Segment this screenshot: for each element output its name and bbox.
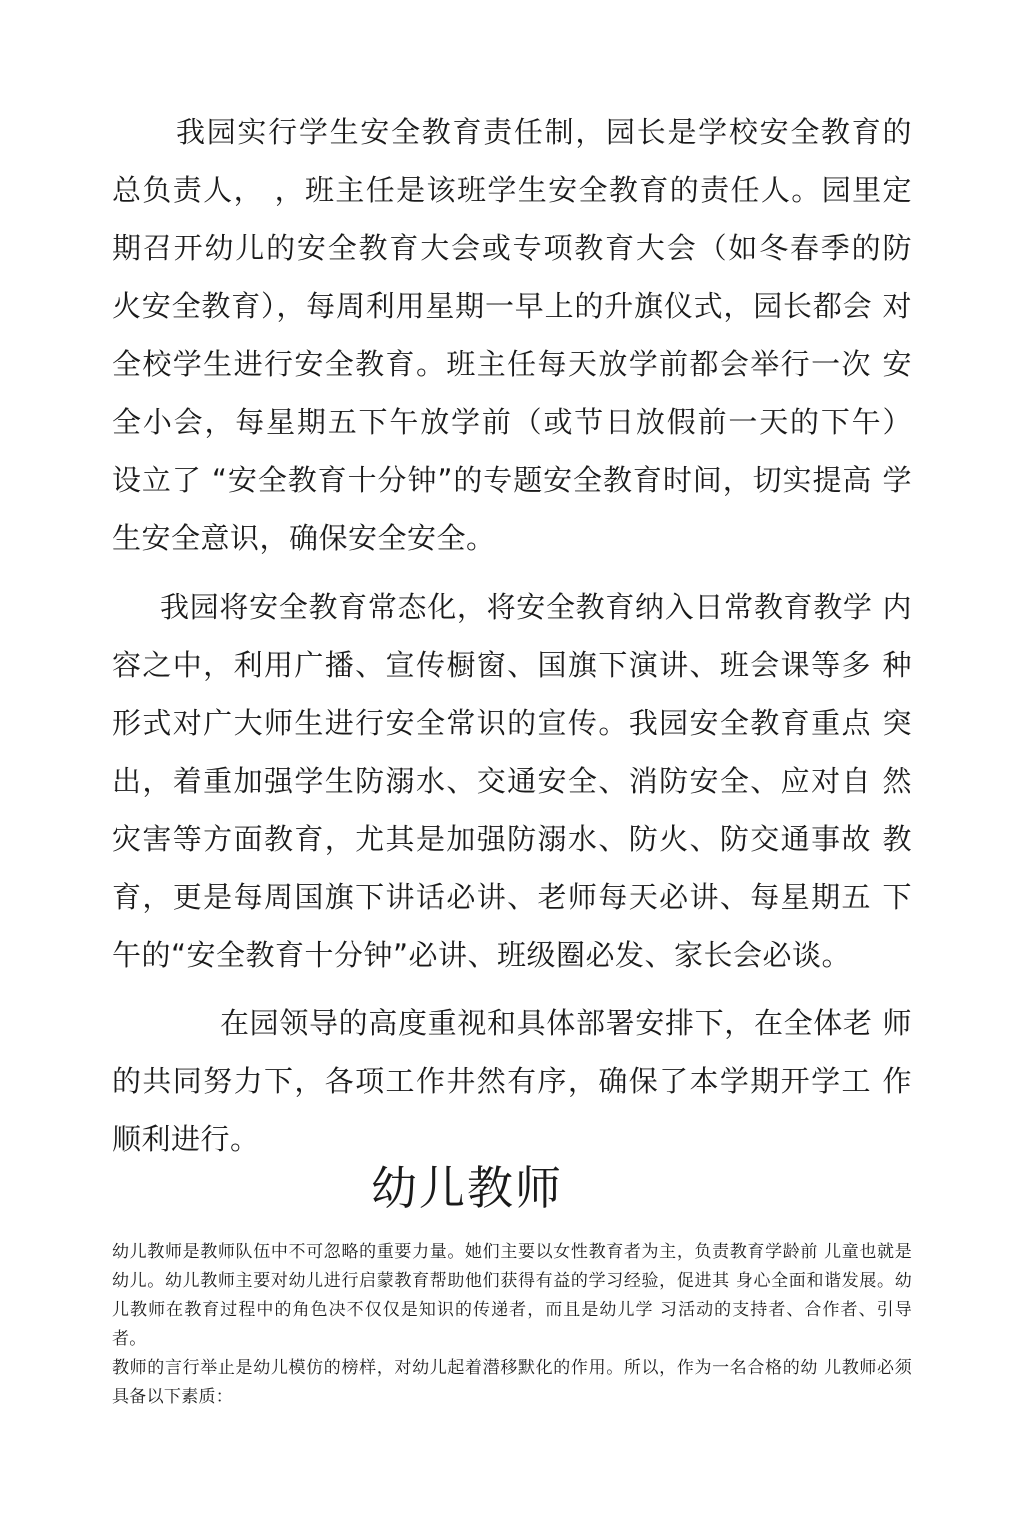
safety-responsibility-paragraph: 我园实行学生安全教育责任制，园长是学校安全教育的 总负责人， ，班主任是该班学生安全教育的责任人。园里定 期召开幼儿的安全教育大会或专项教育大会（如冬春季的防 火安全教育），每周利用星期一早上的升旗仪式，园长都会 对全校学生进行安全教育。班主任每天放学前都会举行一次 安全小会，每星期五下午放学前（或节日放假前一天的下午） 设立了 “安全教育十分钟”的专题安全教育时间，切实提高 学生安全意识，确保安全安全。	[112, 115, 912, 555]
section-body	[112, 1238, 912, 1412]
teacher-intro-paragraph: 幼儿教师是教师队伍中不可忽略的重要力量。她们主要以女性教育者为主，负责教育学龄前 儿童也就是幼儿。幼儿教师主要对幼儿进行启蒙教育帮助他们获得有益的学习经验，促进其 身心全面和谐发展。幼儿教师在教育过程中的角色决不仅仅是知识的传递者，而且是幼儿学 习活动的支持者、合作者、引导者。	[112, 1242, 912, 1349]
teacher-qualities-paragraph: 教师的言行举止是幼儿模仿的榜样，对幼儿起着潜移默化的作用。所以，作为一名合格的幼 儿教师必须具备以下素质：	[112, 1358, 912, 1407]
closing-paragraph: 在园领导的高度重视和具体部署安排下，在全体老 师的共同努力下，各项工作井然有序，确保了本学期开学工 作顺利进行。	[112, 1006, 912, 1156]
safety-routine-paragraph: 我园将安全教育常态化，将安全教育纳入日常教育教学 内容之中，利用广播、宣传橱窗、国旗下演讲、班会课等多 种形式对广大师生进行安全常识的宣传。我园安全教育重点 突出，着重加强学生防溺水、交通安全、消防安全、应对自 然灾害等方面教育，尤其是加强防溺水、防火、防交通事故 教育，更是每周国旗下讲话必讲、老师每天必讲、每星期五 下午的“安全教育十分钟”必讲、班级圈必发、家长会必谈。	[112, 590, 912, 972]
section-title: 幼儿教师	[371, 1161, 563, 1215]
